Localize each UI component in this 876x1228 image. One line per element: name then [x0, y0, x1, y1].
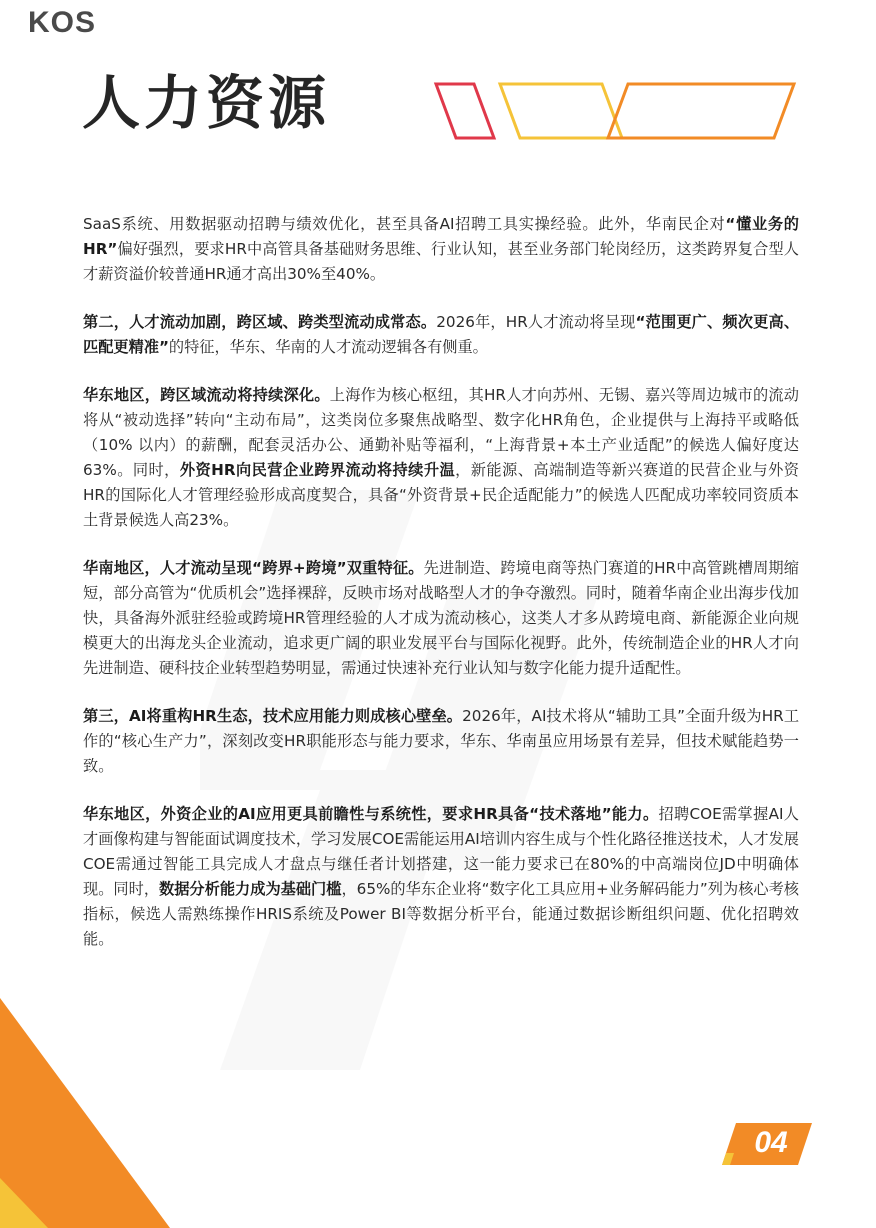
bold-text: 数据分析能力成为基础门槛	[159, 880, 342, 898]
paragraph	[83, 383, 799, 533]
bold-text: “范围更广、频次更高、匹配更精准”	[83, 313, 800, 356]
text-run: 偏好强烈，要求HR中高管具备基础财务思维、行业认知，甚至业务部门轮岗经历，这类跨界复合型人才薪资溢价较普通HR通才高出30%至40%。	[83, 240, 799, 283]
text-run: 2026年，HR人才流动将呈现	[436, 313, 636, 331]
bold-text: 华东地区，跨区域流动将持续深化。	[83, 386, 330, 404]
paragraph	[83, 802, 799, 952]
paragraph	[83, 556, 799, 681]
orange-parallelogram	[608, 84, 794, 138]
text-run: SaaS系统、用数据驱动招聘与绩效优化，甚至具备AI招聘工具实操经验。此外，华南民企对	[83, 215, 726, 233]
yellow-parallelogram	[500, 84, 622, 138]
text-run: 的特征，华东、华南的人才流动逻辑各有侧重。	[168, 338, 488, 356]
bold-text: 第二，人才流动加剧，跨区域、跨类型流动成常态。	[83, 313, 437, 331]
corner-stripe-decoration	[0, 998, 180, 1228]
bold-text: 第三，AI将重构HR生态，技术应用能力则成核心壁垒。	[83, 707, 463, 725]
paragraph	[83, 212, 799, 287]
bold-text: 外资HR向民营企业跨界流动将持续升温	[179, 461, 456, 479]
bold-text: 华东地区，外资企业的AI应用更具前瞻性与系统性，要求HR具备“技术落地”能力。	[83, 805, 659, 823]
text-run: ，65%的华东企业将“数字化工具应用+业务解码能力”列为核心考核指标，候选人需熟练操作HRIS系统及Power BI等数据分析平台，能通过数据诊断组织问题、优化招聘效能。	[83, 880, 799, 948]
text-run: 上海作为核心枢纽，其HR人才向苏州、无锡、嘉兴等周边城市的流动将从“被动选择”转向“主动布局”，这类岗位多聚焦战略型、数字化HR角色，企业提供与上海持平或略低（10% 以内）的薪酬，配套灵活办公、通勤补贴等福利，“上海背景+本土产业适配”的候选人偏好度达63%。同时，	[83, 386, 799, 479]
red-parallelogram	[436, 84, 494, 138]
text-run: 招聘COE需掌握AI人才画像构建与智能面试调度技术，学习发展COE需能运用AI培训内容生成与个性化路径推送技术，人才发展COE需通过智能工具完成人才盘点与继任者计划搭建，这一能力要求已在80%的中高端岗位JD中明确体现。同时，	[83, 805, 799, 898]
kos-logo: KOS	[28, 6, 97, 39]
page-title: 人力资源	[82, 69, 331, 137]
text-run: 2026年，AI技术将从“辅助工具”全面升级为HR工作的“核心生产力”，深刻改变HR职能形态与能力要求，华东、华南虽应用场景有差异，但技术赋能趋势一致。	[83, 707, 800, 775]
bold-text: “懂业务的HR”	[83, 215, 799, 258]
paragraph	[83, 704, 799, 779]
bold-text: 华南地区，人才流动呈现“跨界+跨境”双重特征。	[83, 559, 424, 577]
text-run: ，新能源、高端制造等新兴赛道的民营企业与外资HR的国际化人才管理经验形成高度契合，具备“外资背景+民企适配能力”的候选人匹配成功率较同资质本土背景候选人高23%。	[83, 461, 799, 529]
page-number: 04	[754, 1126, 788, 1159]
header-decoration	[430, 80, 810, 144]
text-run: 先进制造、跨境电商等热门赛道的HR中高管跳槽周期缩短，部分高管为“优质机会”选择裸辞，反映市场对战略型人才的争夺激烈。同时，随着华南企业出海步伐加快，具备海外派驻经验或跨境HR管理经验的人才成为流动核心，这类人才多从跨境电商、新能源企业向规模更大的出海龙头企业流动，追求更广阔的职业发展平台与国际化视野。此外，传统制造企业的HR人才向先进制造、硬科技企业转型趋势明显，需通过快速补充行业认知与数字化能力提升适配性。	[83, 559, 799, 677]
paragraph	[83, 310, 799, 360]
article-body	[83, 212, 799, 975]
